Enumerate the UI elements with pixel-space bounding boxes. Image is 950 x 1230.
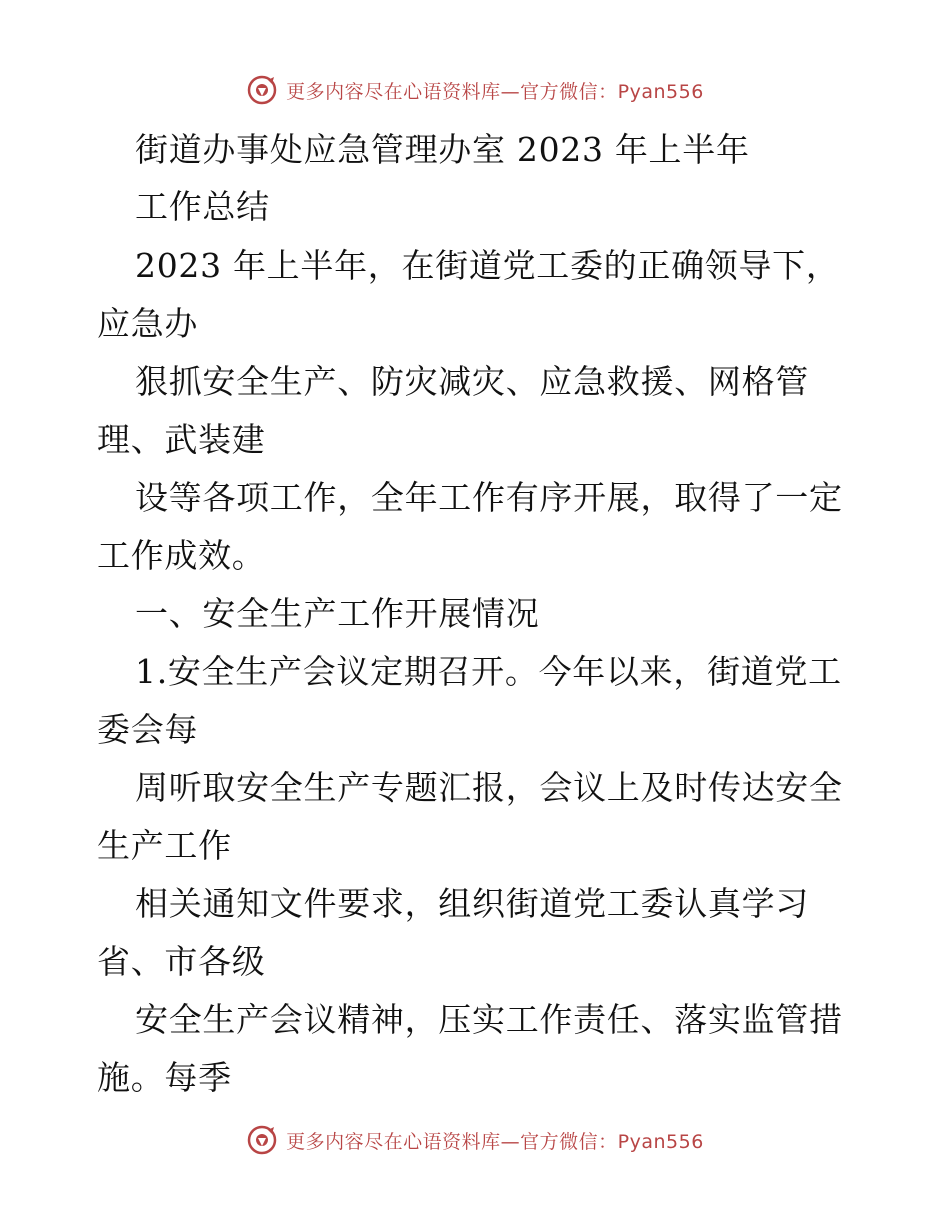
watermark-logo-icon bbox=[246, 1124, 278, 1156]
paragraph-line: 1.安全生产会议定期召开。今年以来，街道党工 bbox=[135, 652, 842, 691]
paragraph-line: 相关通知文件要求，组织街道党工委认真学习 bbox=[135, 884, 809, 923]
paragraph-line: 理、武装建 bbox=[97, 420, 266, 459]
paragraph-line: 生产工作 bbox=[97, 826, 232, 865]
footer-watermark bbox=[0, 1120, 950, 1160]
watermark-text: 更多内容尽在心语资料库—官方微信：Pyan556 bbox=[286, 80, 704, 103]
paragraph-line: 工作成效。 bbox=[97, 536, 266, 575]
paragraph-line: 应急办 bbox=[97, 304, 199, 343]
paragraph-line: 狠抓安全生产、防灾减灾、应急救援、网格管 bbox=[135, 362, 809, 401]
paragraph-line: 设等各项工作，全年工作有序开展，取得了一定 bbox=[135, 478, 843, 517]
section-heading: 一、安全生产工作开展情况 bbox=[135, 594, 540, 633]
watermark-logo-icon bbox=[246, 74, 278, 106]
paragraph-line: 2023 年上半年，在街道党工委的正确领导下， bbox=[135, 246, 840, 285]
paragraph-line: 委会每 bbox=[97, 710, 199, 749]
doc-title-line-2: 工作总结 bbox=[135, 187, 270, 226]
doc-title-line-1: 街道办事处应急管理办室 2023 年上半年 bbox=[135, 130, 750, 169]
paragraph-line: 安全生产会议精神，压实工作责任、落实监管措 bbox=[135, 1000, 843, 1039]
watermark-text: 更多内容尽在心语资料库—官方微信：Pyan556 bbox=[286, 1130, 704, 1153]
header-watermark bbox=[0, 70, 950, 110]
paragraph-line: 周听取安全生产专题汇报，会议上及时传达安全 bbox=[135, 768, 843, 807]
paragraph-line: 省、市各级 bbox=[97, 942, 266, 981]
paragraph-line: 施。每季 bbox=[97, 1058, 232, 1097]
